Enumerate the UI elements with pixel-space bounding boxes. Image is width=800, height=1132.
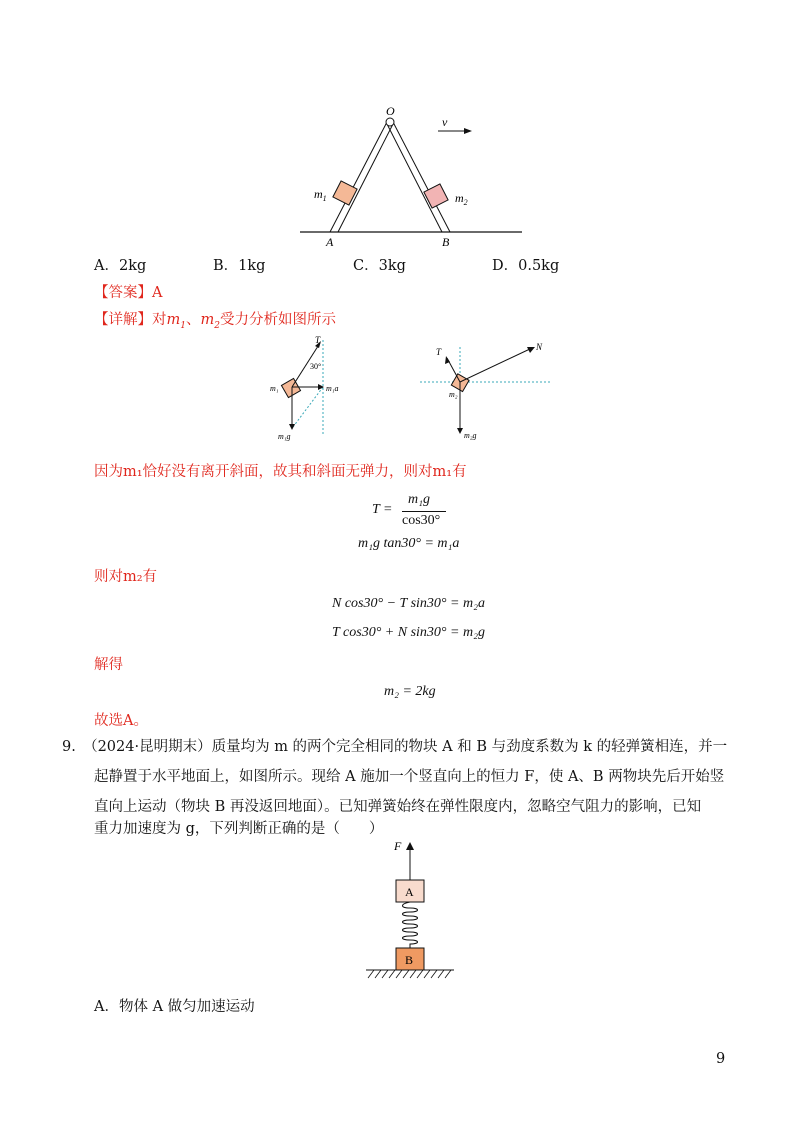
q9-line-4: 重力加速度为 g，下列判断正确的是（ ） [94,821,384,837]
equation-5: m₂ = 2kg [384,684,436,699]
equation-2: m₁g tan30° = m₁a [358,536,460,551]
right-rod-inner [387,124,442,232]
floor-hatching [368,970,451,978]
gravity-arrowhead-m1 [289,424,295,430]
label-v: v [442,115,448,129]
q9-option-a: A．物体 A 做匀加速运动 [94,999,255,1015]
m1-diagonal-dotted [293,387,323,427]
left-rod-inner [338,124,393,232]
force-F-arrowhead [406,842,414,850]
option-d: D．0.5kg [492,258,560,274]
gravity-arrowhead-m2 [457,428,463,434]
label-O: O [386,104,395,118]
line-then: 则对m₂有 [94,569,158,585]
label-B: B [442,235,450,249]
option-b: B．1kg [213,258,266,274]
option-c: C．3kg [353,258,406,274]
label-m1-block: m₁ [270,384,279,393]
line-because: 因为m₁恰好没有离开斜面，故其和斜面无弹力，则对m₁有 [94,464,467,480]
equation-3: N cos30° − T sin30° = m₂a [332,596,485,611]
eq1-fraction-bar [402,511,446,512]
q9-line-3: 直向上运动（物块 B 再没返回地面）。已知弹簧始终在弹性限度内，忽略空气阻力的影响，已知 [94,799,702,815]
label-A: A [326,235,334,249]
label-block-A: A [405,885,414,899]
equation-4: T cos30° + N sin30° = m₂g [332,625,485,640]
line-choose: 故选A。 [94,713,148,729]
q9-line-1: 9. （2024·昆明期末）质量均为 m 的两个完全相同的物块 A 和 B 与劲度系数为 k 的轻弹簧相连，并一 [62,739,728,755]
right-rod-outer [393,122,450,232]
label-N: N [536,342,543,352]
label-block-B: B [405,953,414,967]
label-m2-block: m₂ [449,390,458,399]
label-m1a: m₁a [326,384,339,393]
spring [403,902,418,948]
equation-1: T = m₁g cos30° [372,492,452,532]
option-a: A．2kg [94,258,147,274]
figure-spring-blocks [360,838,460,988]
eq1-denominator: cos30° [402,513,441,528]
line-solve: 解得 [94,657,123,673]
normal-arrow-m2 [460,348,532,382]
label-F: F [394,839,402,853]
label-30deg: 30° [310,362,322,371]
pivot-O [386,118,394,126]
label-T-m2: T [436,347,442,357]
label-m1: $m_1$ [314,187,327,203]
label-T-m1: T [315,335,321,345]
figure-incline-frame [290,100,530,250]
eq1-numerator: m₁g [408,492,430,507]
m1-block [281,378,300,397]
label-m2: $m_2$ [455,191,468,207]
page-number: 9 [716,1051,726,1067]
answer-line: 【答案】A [94,285,163,301]
figure-force-analysis [260,335,560,445]
q9-line-2: 起静置于水平地面上，如图所示。现给 A 施加一个竖直向上的恒力 F，使 A、B 两物块先后开始竖 [94,769,725,785]
velocity-arrowhead [464,128,472,134]
left-rod-outer [330,122,387,232]
detail-line: 【详解】对$m_1$、$m_2$受力分析如图所示 [94,312,336,331]
label-m1g: m₁g [278,432,291,441]
label-m2g: m₂g [464,431,477,440]
